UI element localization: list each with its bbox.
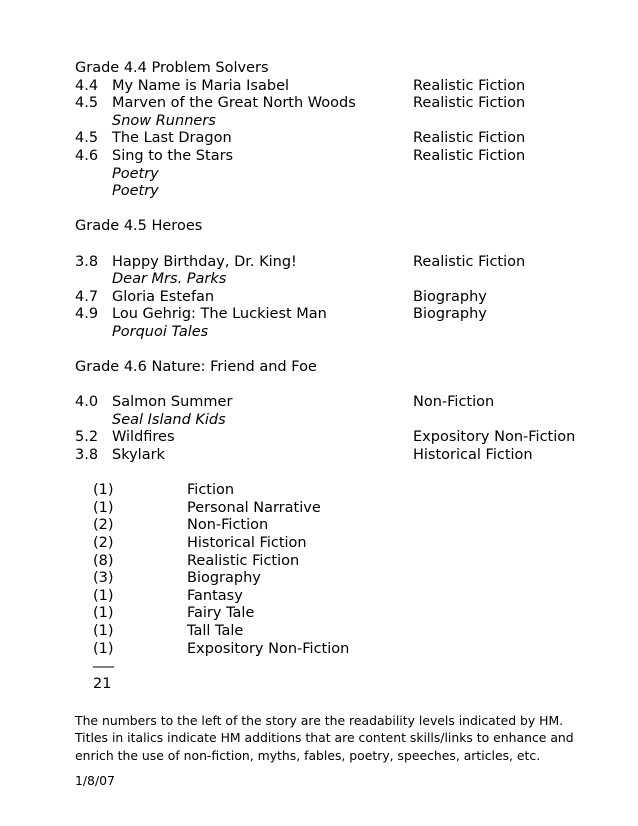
genre-category: Non-Fiction: [187, 517, 269, 534]
genre: Realistic Fiction: [413, 147, 526, 164]
readability-level: 4.7: [75, 288, 99, 305]
genre-count-row: [75, 623, 575, 641]
genre-category: Expository Non-Fiction: [187, 640, 350, 657]
underline-rule: ___: [93, 652, 114, 669]
total-underline: [75, 652, 575, 676]
story-row: [75, 289, 575, 307]
readability-level: 4.5: [75, 130, 99, 147]
readability-level: 5.2: [75, 429, 99, 446]
hm-addition-title: Dear Mrs. Parks: [112, 271, 227, 288]
genre-count: (1): [93, 587, 114, 604]
genre-count: (1): [93, 640, 114, 657]
hm-addition-title: Snow Runners: [112, 112, 216, 129]
story-row: [75, 78, 575, 96]
genre-count: (2): [93, 535, 114, 552]
genre-count-row: [75, 588, 575, 606]
story-row: [75, 166, 575, 184]
genre-category: Fairy Tale: [187, 605, 255, 622]
story-row: [75, 306, 575, 324]
genre-count-row: [75, 482, 575, 500]
genre: Historical Fiction: [413, 447, 533, 464]
genre-count: (1): [93, 499, 114, 516]
hm-addition-title: Seal Island Kids: [112, 411, 226, 428]
readability-level: 4.9: [75, 306, 99, 323]
spacer: [75, 342, 575, 360]
genre: Biography: [413, 306, 487, 323]
genre-count: (1): [93, 482, 114, 499]
story-row: [75, 148, 575, 166]
genre-count-row: [75, 570, 575, 588]
genre-count: (1): [93, 605, 114, 622]
genre: Non-Fiction: [413, 394, 495, 411]
genre-count-row: [75, 605, 575, 623]
genre-category: Personal Narrative: [187, 499, 321, 516]
story-row: [75, 429, 575, 447]
story-row: [75, 394, 575, 412]
spacer: [75, 377, 575, 395]
story-title: My Name is Maria Isabel: [112, 77, 290, 94]
hm-addition-title: Poetry: [112, 183, 159, 200]
genre-count-row: [75, 517, 575, 535]
genre: Realistic Fiction: [413, 77, 526, 94]
story-title: Sing to the Stars: [112, 147, 234, 164]
story-row: [75, 412, 575, 430]
genre-category: Fantasy: [187, 587, 243, 604]
section-heading: Grade 4.5 Heroes: [75, 218, 203, 235]
genre-category: Tall Tale: [187, 623, 244, 639]
story-row: [75, 113, 575, 131]
total-count: 21: [93, 675, 112, 692]
genre-category: Fiction: [187, 482, 235, 499]
genre-count: (3): [93, 570, 114, 587]
section-heading: Grade 4.4 Problem Solvers: [75, 60, 269, 76]
readability-level: 4.0: [75, 394, 99, 411]
total-row: [75, 676, 575, 694]
spacer: [75, 236, 575, 254]
readability-level: 4.5: [75, 95, 99, 112]
reading-list: [75, 60, 575, 693]
story-row: [75, 324, 575, 342]
readability-level: 3.8: [75, 253, 99, 270]
story-title: The Last Dragon: [112, 130, 232, 147]
story-row: [75, 130, 575, 148]
genre-count-row: [75, 641, 575, 659]
readability-level: 4.4: [75, 77, 99, 94]
genre: Realistic Fiction: [413, 253, 526, 270]
story-title: Marven of the Great North Woods: [112, 95, 356, 112]
story-title: Skylark: [112, 447, 165, 464]
genre-count-row: [75, 553, 575, 571]
genre-count-row: [75, 500, 575, 518]
genre-count: (2): [93, 517, 114, 534]
genre: Realistic Fiction: [413, 95, 526, 112]
story-title: Lou Gehrig: The Luckiest Man: [112, 306, 327, 323]
story-row: [75, 95, 575, 113]
story-row: [75, 254, 575, 272]
genre-count: (1): [93, 623, 114, 639]
spacer: [75, 201, 575, 219]
readability-level: 3.8: [75, 447, 99, 464]
hm-addition-title: Porquoi Tales: [112, 323, 209, 340]
story-title: Gloria Estefan: [112, 288, 215, 305]
story-row: [75, 271, 575, 289]
story-title: Wildfires: [112, 429, 175, 446]
story-row: [75, 447, 575, 465]
genre: Expository Non-Fiction: [413, 429, 576, 446]
story-title: Happy Birthday, Dr. King!: [112, 253, 297, 270]
readability-level: 4.6: [75, 147, 99, 164]
genre: Biography: [413, 288, 487, 305]
genre-count: (8): [93, 552, 114, 569]
spacer: [75, 465, 575, 483]
genre-count-row: [75, 535, 575, 553]
footnote: The numbers to the left of the story are the readability levels indicated by HM. Titles in italics indicate HM additions that are content skills/links to enhance and enrich the use of non-fiction, myths, fables, poetry, speeches, articles, etc.: [75, 713, 574, 763]
genre-category: Biography: [187, 570, 261, 587]
genre: Realistic Fiction: [413, 130, 526, 147]
section-heading: Grade 4.6 Nature: Friend and Foe: [75, 359, 317, 376]
hm-addition-title: Poetry: [112, 165, 159, 182]
genre-category: Realistic Fiction: [187, 552, 300, 569]
genre-category: Historical Fiction: [187, 535, 307, 552]
date-stamp: 1/8/07: [75, 773, 115, 788]
story-row: [75, 183, 575, 201]
story-title: Salmon Summer: [112, 394, 233, 411]
